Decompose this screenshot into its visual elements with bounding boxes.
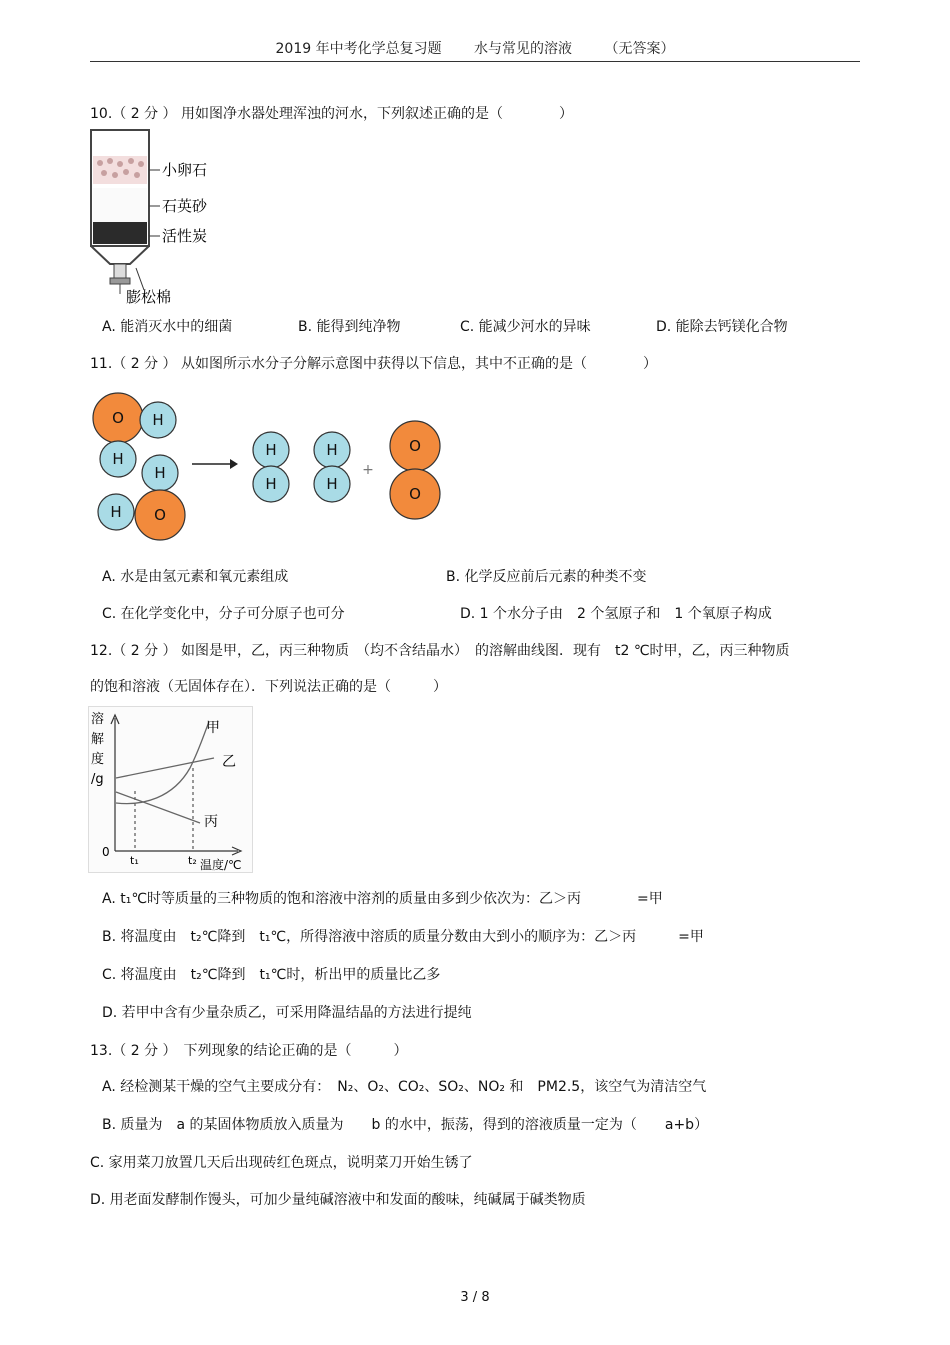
header-topic: 水与常见的溶液 xyxy=(474,41,573,57)
header-divider xyxy=(90,61,860,62)
q12-stem-line1: 12.（ 2 分 ） 如图是甲，乙，丙三种物质 （均不含结晶水） 的溶解曲线图．现有 t2 ℃时甲，乙，丙三种物质 xyxy=(90,643,790,659)
y-label-2: 解 xyxy=(91,732,105,747)
x-axis-label: 温度/℃ xyxy=(200,858,242,872)
q12-option-d: D. 若甲中含有少量杂质乙，可采用降温结晶的方法进行提纯 xyxy=(102,1005,472,1021)
q12-option-c: C. 将温度由 t₂℃降到 t₁℃时，析出甲的质量比乙多 xyxy=(102,967,441,983)
svg-text:O: O xyxy=(154,506,166,524)
t2-label: t₂ xyxy=(188,854,197,867)
q12-stem-line2: 的饱和溶液（无固体存在）．下列说法正确的是（ ） xyxy=(90,679,447,695)
plus-sign: + xyxy=(362,462,374,478)
label-pebbles: 小卵石 xyxy=(162,161,208,179)
q13-option-d: D. 用老面发酵制作馒头，可加少量纯碱溶液中和发面的酸味，纯碱属于碱类物质 xyxy=(90,1192,586,1208)
q11-option-c: C. 在化学变化中，分子可分原子也可分 xyxy=(102,606,345,622)
q11-option-a: A. 水是由氢元素和氧元素组成 xyxy=(102,569,289,585)
q12-option-b: B. 将温度由 t₂℃降到 t₁℃，所得溶液中溶质的质量分数由大到小的顺序为：乙＞丙 =甲 xyxy=(102,929,704,945)
label-yi: 乙 xyxy=(222,754,236,770)
water-purifier-figure xyxy=(88,128,228,306)
svg-text:H: H xyxy=(152,411,164,429)
svg-text:H: H xyxy=(154,464,166,482)
page-number: 3 / 8 xyxy=(460,1290,490,1305)
label-activated-carbon: 活性炭 xyxy=(162,227,208,245)
svg-text:H: H xyxy=(326,475,338,493)
svg-text:O: O xyxy=(112,409,124,427)
svg-text:O: O xyxy=(409,485,421,503)
svg-text:H: H xyxy=(326,441,338,459)
t1-label: t₁ xyxy=(130,854,139,867)
header-note: （无答案） xyxy=(604,41,675,57)
svg-text:H: H xyxy=(112,450,124,468)
q10-option-a: A. 能消灭水中的细菌 xyxy=(102,319,233,335)
sand-layer xyxy=(93,188,147,222)
y-label-3: 度 xyxy=(91,752,105,767)
solubility-curve-figure xyxy=(88,706,254,874)
svg-text:O: O xyxy=(409,437,421,455)
pebble-layer xyxy=(93,156,147,184)
q11-option-d: D. 1 个水分子由 2 个氢原子和 1 个氧原子构成 xyxy=(460,606,772,622)
origin-label: 0 xyxy=(102,845,110,859)
label-cotton: 膨松棉 xyxy=(126,288,172,306)
carbon-layer xyxy=(93,222,147,244)
page-header xyxy=(0,38,950,58)
svg-text:H: H xyxy=(265,475,277,493)
q13-option-c: C. 家用菜刀放置几天后出现砖红色斑点，说明菜刀开始生锈了 xyxy=(90,1155,473,1171)
label-bing: 丙 xyxy=(204,814,218,830)
q10-option-d: D. 能除去钙镁化合物 xyxy=(656,319,788,335)
label-quartz-sand: 石英砂 xyxy=(162,197,208,215)
q13-stem: 13.（ 2 分 ） 下列现象的结论正确的是（ ） xyxy=(90,1043,408,1059)
q11-stem: 11.（ 2 分 ） 从如图所示水分子分解示意图中获得以下信息，其中不正确的是（ ） xyxy=(90,356,657,372)
q12-option-a: A. t₁℃时等质量的三种物质的饱和溶液中溶剂的质量由多到少依次为：乙＞丙 =甲 xyxy=(102,891,663,907)
q11-option-b: B. 化学反应前后元素的种类不变 xyxy=(446,569,647,585)
svg-text:H: H xyxy=(110,503,122,521)
y-label-1: 溶 xyxy=(91,712,105,727)
q10-option-c: C. 能减少河水的异味 xyxy=(460,319,591,335)
q13-option-b: B. 质量为 a 的某固体物质放入质量为 b 的水中，振荡，得到的溶液质量一定为（ a+b） xyxy=(102,1117,709,1133)
svg-text:H: H xyxy=(265,441,277,459)
y-label-4: /g xyxy=(91,772,104,787)
label-jia: 甲 xyxy=(206,720,220,736)
q13-option-a: A. 经检测某干燥的空气主要成分有： N₂、O₂、CO₂、SO₂、NO₂ 和 PM2.5，该空气为清洁空气 xyxy=(102,1079,707,1095)
q10-stem: 10.（ 2 分 ） 用如图净水器处理浑浊的河水，下列叙述正确的是（ ） xyxy=(90,106,573,122)
water-decomposition-figure xyxy=(90,388,450,548)
header-title: 2019 年中考化学总复习题 xyxy=(275,41,442,57)
q10-option-b: B. 能得到纯净物 xyxy=(298,319,401,335)
